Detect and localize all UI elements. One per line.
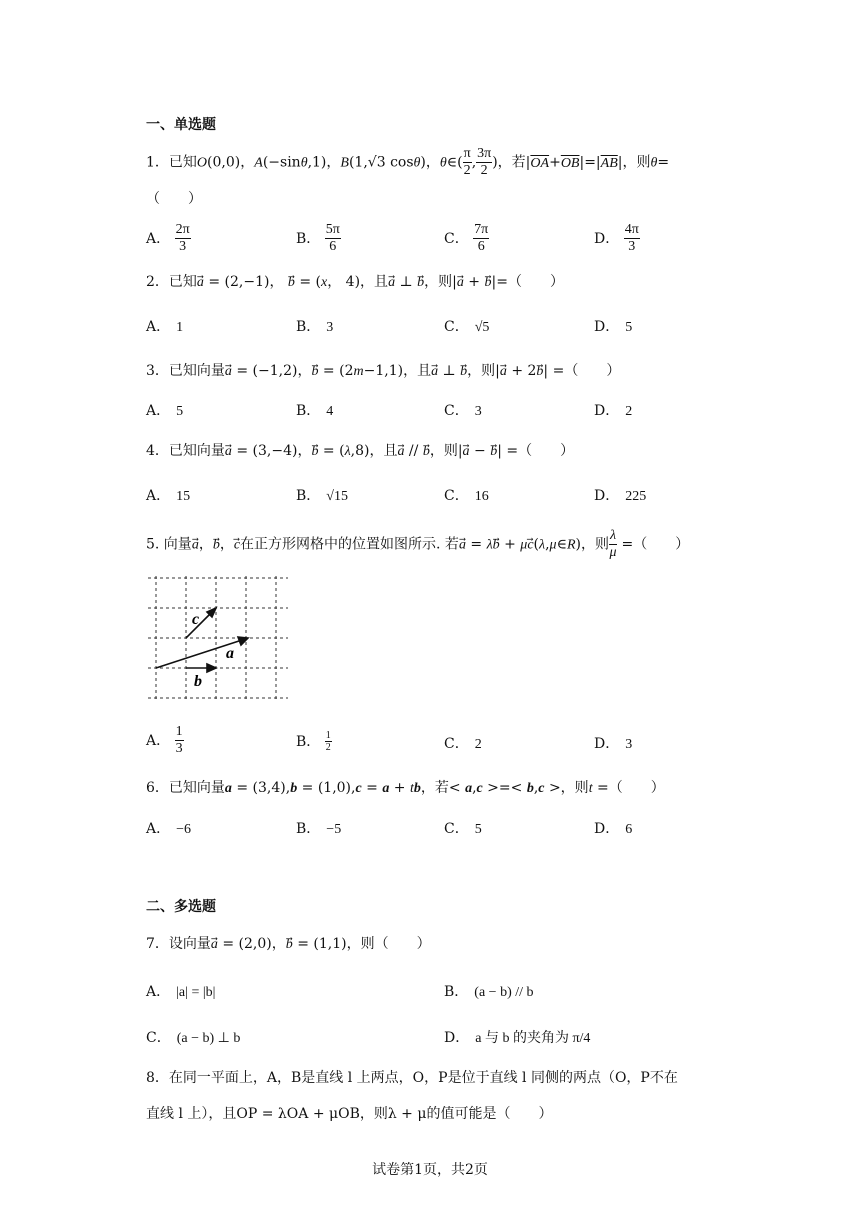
q3-option-a[interactable]: A． 5 [146,403,184,419]
question-6-stem: 6．已知向量a = (3,4),b = (1,0),c = a + tb，若< a,c >=< b,c >，则t =（ ） [146,780,665,796]
q3-option-c[interactable]: C． 3 [444,403,482,419]
q3-option-d[interactable]: D． 2 [594,403,633,419]
q5-option-b[interactable]: B． $\frac{1}{2}$ [296,730,331,753]
q2-option-c[interactable]: C． √5 [444,319,490,335]
q4-option-c[interactable]: C． 16 [444,488,489,504]
question-1-stem: 1．已知O(0,0)，A(−sinθ,1)，B(1,√3 cosθ)，θ∈( $\frac{\pi}{2}$ , $\frac{3\pi}{2}$ )，若$|\overline{OA}+\overline{OB}|=|\overline{AB}|$，则θ= [146,146,670,178]
q4-option-b[interactable]: B． √15 [296,488,348,504]
q7-option-d[interactable]: D． a 与 b 的夹角为 π/4 [444,1030,591,1046]
q5-option-c[interactable]: C． 2 [444,736,482,752]
vector-c-label: c [192,611,200,628]
q5-option-d[interactable]: D． 3 [594,736,633,752]
question-1-paren: （ ） [146,191,202,207]
q4-option-d[interactable]: D． 225 [594,488,647,504]
q2-option-b[interactable]: B． 3 [296,319,334,335]
section-title-multiple-choice: 二、多选题 [146,899,216,915]
question-4-stem: 4．已知向量a⃗ = (3,−4)，b⃗ = (λ,8)，且a⃗ // b⃗，则|a⃗ − b⃗| =（ ） [146,443,575,459]
question-8-line-1: 8．在同一平面上，A，B是直线 l 上两点，O，P是位于直线 l 同侧的两点（O，P不在 [146,1070,678,1086]
vector-a-label: a [226,645,234,662]
question-5-stem: 5. 向量a⃗，b⃗，c⃗在正方形网格中的位置如图所示. 若a⃗ = λb⃗ + μc⃗(λ,μ∈R)，则 $\frac{\lambda}{\mu}$ =（ ） [146,528,690,560]
q1-option-c[interactable]: C． $\frac{7\pi}{6}$ [444,222,489,254]
vector-grid-figure [146,568,296,708]
q6-option-a[interactable]: A． −6 [146,821,192,837]
vector-b-label: b [194,673,202,690]
q2-option-a[interactable]: A． 1 [146,319,184,335]
q3-option-b[interactable]: B． 4 [296,403,334,419]
q2-option-d[interactable]: D． 5 [594,319,633,335]
q6-option-c[interactable]: C． 5 [444,821,482,837]
q1-option-d[interactable]: D． $\frac{4\pi}{3}$ [594,222,639,254]
page-footer: 试卷第1页，共2页 [372,1162,488,1178]
question-2-stem: 2．已知a⃗ = (2,−1)， b⃗ = (x， 4)，且a⃗ ⊥ b⃗，则|a⃗ + b⃗|=（ ） [146,274,564,290]
q5-option-a[interactable]: A． $\frac{1}{3}$ [146,724,183,756]
section-title-single-choice: 一、单选题 [146,117,216,133]
q7-option-c[interactable]: C． (a − b) ⊥ b [146,1030,241,1046]
question-7-stem: 7．设向量a⃗ = (2,0)，b⃗ = (1,1)，则（ ） [146,936,431,952]
q4-option-a[interactable]: A． 15 [146,488,191,504]
q6-option-b[interactable]: B． −5 [296,821,342,837]
q7-option-b[interactable]: B． (a − b) // b [444,984,534,1000]
q6-option-d[interactable]: D． 6 [594,821,633,837]
q1-option-a[interactable]: A． $\frac{2\pi}{3}$ [146,222,190,254]
question-3-stem: 3．已知向量a⃗ = (−1,2)，b⃗ = (2m−1,1)，且a⃗ ⊥ b⃗，则|a⃗ + 2b⃗| =（ ） [146,363,621,379]
q7-option-a[interactable]: A． |a| = |b| [146,984,216,1000]
q1-option-b[interactable]: B． $\frac{5\pi}{6}$ [296,222,340,254]
question-8-line-2: 直线 l 上），且OP = λOA + μOB，则λ + μ的值可能是（ ） [146,1106,553,1122]
